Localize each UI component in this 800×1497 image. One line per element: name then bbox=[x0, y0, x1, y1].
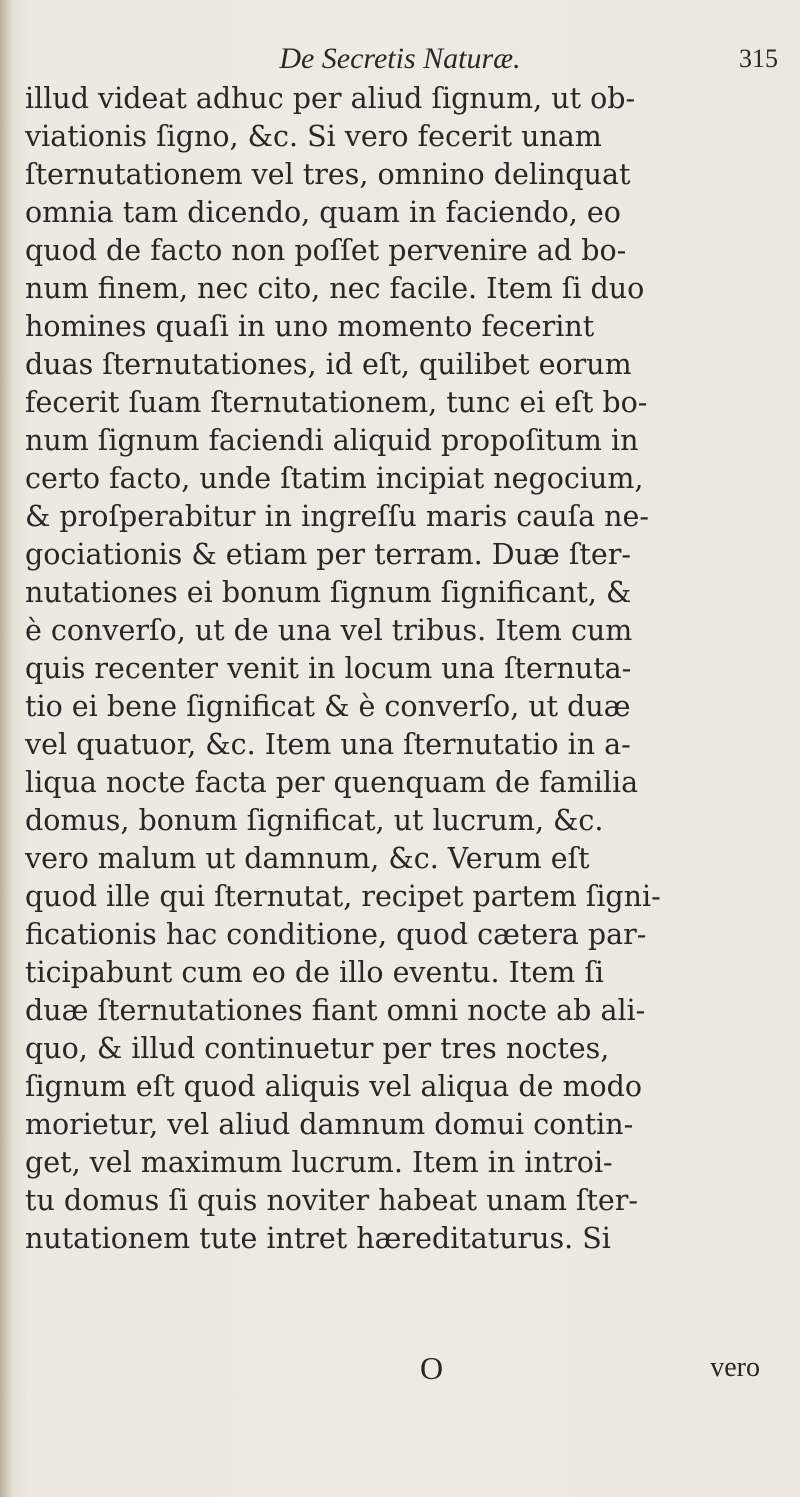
running-head-title: De Secretis Naturæ. bbox=[279, 42, 521, 75]
text-line: duas ſternutationes, id eſt, quilibet eorum bbox=[25, 348, 632, 381]
text-line: nutationem tute intret hæreditaturus. Si bbox=[25, 1222, 611, 1255]
text-line: duæ ſternutationes fiant omni nocte ab ali- bbox=[25, 994, 646, 1027]
text-line: num finem, nec cito, nec facile. Item ſi duo bbox=[25, 272, 645, 305]
text-line: quod ille qui ſternutat, recipet partem ſigni- bbox=[25, 880, 661, 913]
text-line: vero malum ut damnum, &c. Verum eſt bbox=[25, 842, 590, 875]
text-line: ficationis hac conditione, quod cætera par- bbox=[25, 918, 647, 951]
text-line: certo facto, unde ſtatim incipiat negocium, bbox=[25, 462, 644, 495]
text-line: quo, & illud continuetur per tres noctes, bbox=[25, 1032, 610, 1065]
text-line: quod de facto non poſſet pervenire ad bo- bbox=[25, 234, 627, 267]
text-line: omnia tam dicendo, quam in faciendo, eo bbox=[25, 196, 621, 229]
page-number: 315 bbox=[739, 44, 778, 73]
signature-mark: O bbox=[420, 1350, 444, 1386]
text-line: illud videat adhuc per aliud ſignum, ut ob- bbox=[25, 82, 636, 115]
text-line: è converſo, ut de una vel tribus. Item cum bbox=[25, 614, 633, 647]
text-line: ticipabunt cum eo de illo eventu. Item ſi bbox=[25, 956, 605, 989]
text-line: tu domus ſi quis noviter habeat unam ſter- bbox=[25, 1184, 639, 1217]
text-line: homines quaſi in uno momento fecerint bbox=[25, 310, 595, 343]
text-line: nutationes ei bonum ſignum ſignificant, & bbox=[25, 576, 632, 609]
body-text bbox=[25, 80, 795, 1258]
text-line: num ſignum faciendi aliquid propoſitum in bbox=[25, 424, 639, 457]
text-line: domus, bonum ſignificat, ut lucrum, &c. bbox=[25, 804, 604, 837]
text-line: gociationis & etiam per terram. Duæ ſter- bbox=[25, 538, 631, 571]
text-line: liqua nocte facta per quenquam de familia bbox=[25, 766, 639, 799]
binding-gutter bbox=[0, 0, 12, 1497]
text-line: viationis ſigno, &c. Si vero fecerit unam bbox=[25, 120, 602, 153]
text-line: get, vel maximum lucrum. Item in introi- bbox=[25, 1146, 613, 1179]
text-line: vel quatuor, &c. Item una ſternutatio in a- bbox=[25, 728, 631, 761]
text-line: ſignum eſt quod aliquis vel aliqua de modo bbox=[25, 1070, 643, 1103]
text-line: ſternutationem vel tres, omnino delinquat bbox=[25, 158, 631, 191]
text-line: & proſperabitur in ingreſſu maris cauſa ne- bbox=[25, 500, 650, 533]
text-line: quis recenter venit in locum una ſternuta- bbox=[25, 652, 632, 685]
text-line: morietur, vel aliud damnum domui contin- bbox=[25, 1108, 634, 1141]
catchword: vero bbox=[710, 1352, 760, 1383]
text-line: tio ei bene ſignificat & è converſo, ut duæ bbox=[25, 690, 631, 723]
text-line: fecerit ſuam ſternutationem, tunc ei eſt bo- bbox=[25, 386, 648, 419]
